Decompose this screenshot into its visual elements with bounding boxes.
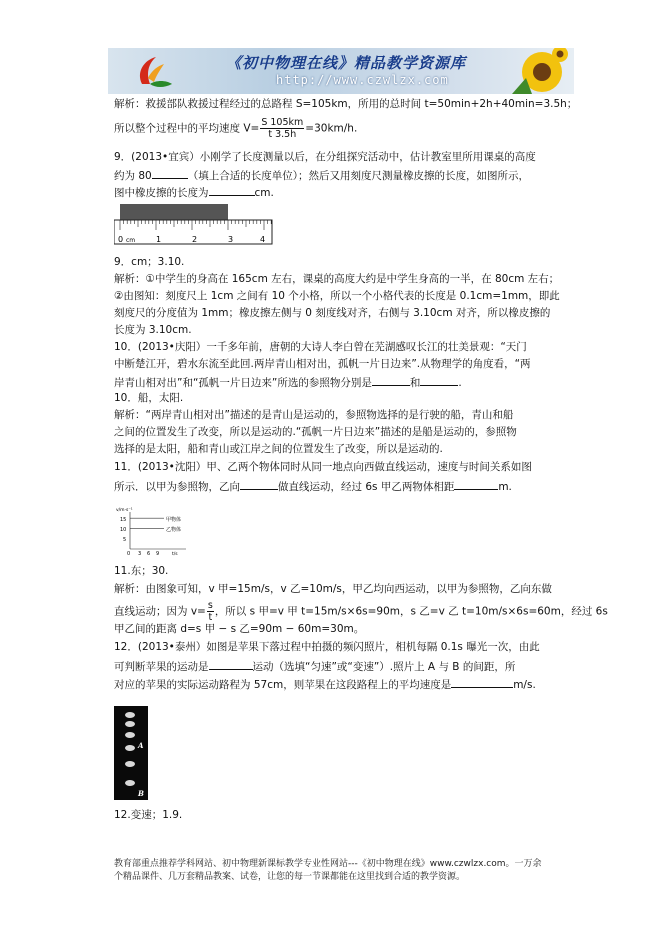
q9-exp-line4: 长度为 3.10cm.: [114, 324, 192, 336]
header-banner: [108, 48, 574, 94]
graph-xtick-6: 6: [147, 551, 151, 556]
q9-line3: [114, 184, 274, 200]
q12-line3: [114, 676, 536, 692]
q12-line1: 12．(2013•泰州）如图是苹果下落过程中拍摄的频闪照片，相机每隔 0.1s 曝光一次，由此: [114, 641, 540, 653]
graph-xtick-3: 3: [138, 551, 142, 556]
ruler-figure: [114, 202, 274, 248]
q10-answer: 10．船，太阳.: [114, 392, 184, 404]
q10-line3-pre: 岸青山相对出”和“孤帆一片日边来”所选的参照物分别是: [114, 377, 372, 389]
photo-label-b: B: [138, 789, 144, 798]
velocity-fraction: [207, 600, 214, 623]
ruler-label-0: 0: [118, 235, 124, 244]
ruler-label-cm: cm: [126, 237, 136, 244]
q11-answer: 11.东；30.: [114, 565, 169, 577]
eraser: [120, 204, 228, 220]
q8-exp-line2-pre: 所以整个过程中的平均速度 V=: [114, 122, 260, 135]
q11-line2-pre: 所示．以甲为参照物，乙向: [114, 481, 240, 493]
q11-exp-line3: 甲乙间的距离 d=s 甲 − s 乙=90m − 60m=30m。: [114, 623, 365, 635]
apple-5: [125, 761, 135, 767]
answer-blank: [209, 184, 255, 196]
apple-6: [125, 780, 135, 786]
graph-ylabel: v/m·s⁻¹: [116, 508, 133, 513]
q12-line2-pre: 可判断苹果的运动是: [114, 661, 209, 673]
q12-answer: 12.变速；1.9.: [114, 809, 183, 821]
q10-line1: 10．(2013•庆阳）一千多年前，唐朝的大诗人李白曾在芜湖感叹长江的壮美景观：“天门: [114, 341, 527, 353]
fraction-numerator: s: [207, 600, 213, 611]
answer-blank: [372, 374, 410, 386]
answer-blank: [209, 658, 253, 670]
q9-exp-line3: 刻度尺的分度值为 1mm；橡皮擦左侧与 0 刻度线对齐，右侧与 3.10cm 对齐，所以橡皮擦的: [114, 307, 551, 319]
q8-exp-line1: 解析：救援部队救援过程经过的总路程 S=105km，所用的总时间 t=50min+2h+40min=3.5h；: [114, 98, 578, 110]
ruler-label-1: 1: [156, 235, 162, 244]
q12-line2: [114, 658, 515, 674]
q9-line3-pre: 图中橡皮擦的长度为: [114, 187, 209, 199]
speed-fraction: [260, 117, 304, 140]
answer-blank: [240, 478, 278, 490]
q9-line3-post: cm.: [254, 187, 274, 199]
header-title: 《初中物理在线》精品教学资源库: [226, 54, 467, 72]
graph-xtick-9: 9: [156, 551, 160, 556]
photo-label-a: A: [138, 741, 144, 750]
fraction-denominator: t: [208, 612, 213, 623]
q10-line3-mid: 和: [409, 377, 421, 389]
graph-ytick-15: 15: [120, 517, 127, 523]
answer-blank: [454, 478, 498, 490]
q12-line3-pre: 对应的苹果的实际运动路程为 57cm，则苹果在这段路程上的平均速度是: [114, 679, 452, 691]
graph-xtick-0: 0: [127, 551, 131, 556]
q10-exp-line1: 解析：“两岸青山相对出”描述的是青山是运动的，参照物选择的是行驶的船，青山和船: [114, 409, 514, 421]
q11-exp-line2: [114, 600, 608, 623]
legend-jia: 甲物体: [166, 517, 182, 523]
q9-line2-pre: 约为 80: [114, 170, 152, 182]
q11-exp-line2-post: ，所以 s 甲=v 甲 t=15m/s×6s=90m，s 乙=v 乙 t=10m/s×6s=60m，经过 6s: [214, 605, 608, 618]
velocity-time-graph: [114, 504, 194, 556]
q10-exp-line3: 选择的是太阳，船和青山或江岸之间的位置发生了改变，所以是运动的.: [114, 443, 443, 455]
q12-line3-post: m/s.: [513, 679, 536, 691]
fraction-denominator: t 3.5h: [268, 129, 297, 140]
fraction-numerator: S 105km: [261, 117, 304, 128]
graph-xlabel: t/s: [172, 552, 178, 556]
apple-3: [125, 732, 135, 738]
ruler-label-3: 3: [228, 235, 234, 244]
q11-line2-post: m.: [498, 481, 512, 493]
q9-exp-line2: ②由图知：刻度尺上 1cm 之间有 10 个小格，所以一个小格代表的长度是 0.1cm=1mm，即此: [114, 290, 560, 302]
legend-yi: 乙物体: [166, 527, 182, 533]
q8-exp-line2: [114, 117, 357, 140]
q8-exp-line2-post: =30km/h.: [305, 122, 358, 135]
q10-line2: 中断楚江开，碧水东流至此回.两岸青山相对出，孤帆一片日边来”.从物理学的角度看，“两: [114, 358, 531, 370]
apple-strobe-photo: [114, 706, 148, 800]
footer-line2: 个精品课件、几万套精品教案、试卷，让您的每一节课都能在这里找到合适的教学资源。: [114, 872, 466, 882]
q11-line1: 11．(2013•沈阳）甲、乙两个物体同时从同一地点向西做直线运动，速度与时间关系如图: [114, 461, 532, 473]
q11-exp-line1: 解析：由图象可知，v 甲=15m/s，v 乙=10m/s，甲乙均向西运动，以甲为参照物，乙向东做: [114, 583, 552, 595]
ruler-label-4: 4: [260, 235, 266, 244]
q9-line2-post: （填上合适的长度单位）；然后又用刻度尺测量橡皮擦的长度，如图所示，: [187, 170, 529, 182]
q10-line3-post: .: [458, 377, 462, 389]
logo-icon: [134, 54, 174, 90]
answer-blank: [451, 676, 513, 688]
graph-ytick-5: 5: [123, 537, 127, 543]
apple-1: [125, 712, 135, 718]
ruler-label-2: 2: [192, 235, 198, 244]
q11-line2: [114, 478, 512, 494]
q10-exp-line2: 之间的位置发生了改变，所以是运动的.“孤帆一片日边来”描述的是船是运动的，参照物: [114, 426, 517, 438]
sunflower-icon: [508, 48, 568, 94]
q12-line2-post: 运动（选填“匀速”或“变速”）.照片上 A 与 B 的间距，所: [252, 661, 516, 673]
header-url[interactable]: http://www.czwlzx.com: [276, 73, 449, 87]
apple-2: [125, 721, 135, 727]
answer-blank: [152, 167, 188, 179]
q9-exp-line1: 解析：①中学生的身高在 165cm 左右，课桌的高度大约是中学生身高的一半，在 80cm 左右；: [114, 273, 560, 285]
answer-blank: [420, 374, 458, 386]
q11-exp-line2-pre: 直线运动；因为 v=: [114, 605, 206, 618]
q9-answer: 9．cm；3.10.: [114, 256, 185, 268]
q10-line3: [114, 374, 462, 390]
footer-line1: 教育部重点推荐学科网站、初中物理新课标教学专业性网站---《初中物理在线》www.czwlzx.com。一万余: [114, 859, 542, 869]
q9-line1: 9．(2013•宜宾）小刚学了长度测量以后，在分组探究活动中，估计教室里所用课桌的高度: [114, 151, 536, 163]
graph-ytick-10: 10: [120, 527, 127, 533]
q9-line2: [114, 167, 529, 183]
q11-line2-mid: 做直线运动，经过 6s 甲乙两物体相距: [278, 481, 455, 493]
apple-4: [125, 745, 135, 751]
